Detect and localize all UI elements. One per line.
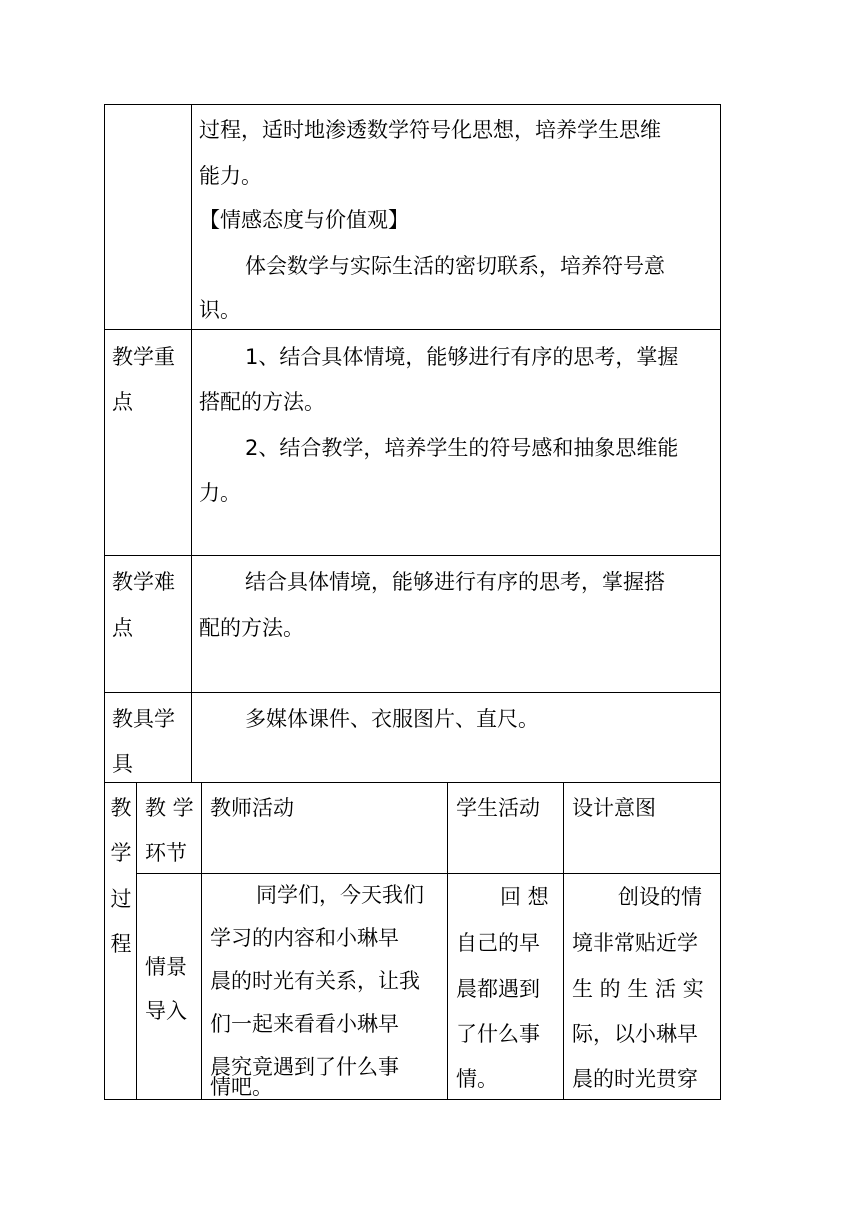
teacher-column-divider: [447, 782, 448, 1100]
table-border-right: [720, 104, 721, 1100]
row-divider-difficulties: [104, 555, 721, 556]
process-label-char-3: 过: [110, 887, 132, 911]
key-point-1-line-2: 搭配的方法。: [199, 390, 325, 414]
goals-heading-attitude: 【情感态度与价值观】: [199, 208, 409, 232]
stage-name-line-2: 导入: [145, 999, 187, 1023]
process-label-char-2: 学: [110, 841, 132, 865]
process-label-char-4: 程: [110, 932, 132, 956]
design-intent-line-2: 境非常贴近学: [572, 931, 698, 955]
row-divider-key-points: [104, 329, 721, 330]
key-point-1-line-1: 1、结合具体情境，能够进行有序的思考，掌握: [245, 345, 679, 369]
teacher-activity-line-4: 们一起来看看小琳早: [210, 1012, 399, 1036]
header-stage-line-1: 教 学: [145, 796, 194, 820]
teacher-activity-line-2: 学习的内容和小琳早: [210, 926, 399, 950]
student-column-divider: [563, 782, 564, 1100]
difficulties-line-2: 配的方法。: [199, 616, 304, 640]
header-student-activity: 学生活动: [456, 796, 540, 820]
teacher-activity-line-3: 晨的时光有关系，让我: [210, 969, 420, 993]
key-points-label-line-1: 教学重: [112, 345, 175, 369]
header-stage-line-2: 环节: [145, 841, 187, 865]
process-label-divider: [136, 782, 137, 1100]
row-divider-tools: [104, 692, 721, 693]
tools-label-line-1: 教具学: [112, 707, 175, 731]
student-activity-line-1: 回 想: [500, 885, 549, 909]
tools-line-1: 多媒体课件、衣服图片、直尺。: [245, 707, 539, 731]
process-label-char-1: 教: [110, 796, 132, 820]
goals-line-3: 体会数学与实际生活的密切联系，培养符号意: [245, 254, 665, 278]
student-activity-line-3: 晨都遇到: [456, 977, 540, 1001]
label-column-divider: [191, 104, 192, 783]
key-point-2-line-2: 力。: [199, 481, 241, 505]
difficulties-label-line-1: 教学难: [112, 570, 175, 594]
design-intent-line-3: 生 的 生 活 实: [572, 977, 704, 1001]
teacher-activity-line-6: 情吧。: [210, 1075, 273, 1099]
key-points-label-line-2: 点: [112, 390, 133, 414]
tools-label-line-2: 具: [112, 752, 133, 776]
teacher-activity-line-1: 同学们，今天我们: [256, 883, 424, 907]
difficulties-line-1: 结合具体情境，能够进行有序的思考，掌握搭: [245, 570, 665, 594]
header-design-intent: 设计意图: [572, 796, 656, 820]
table-border-bottom: [104, 1099, 721, 1100]
stage-name-line-1: 情景: [145, 955, 187, 979]
student-activity-line-2: 自己的早: [456, 931, 540, 955]
table-border-top: [104, 104, 721, 105]
goals-line-1: 过程，适时地渗透数学符号化思想，培养学生思维: [199, 118, 661, 142]
header-teacher-activity: 教师活动: [210, 796, 294, 820]
design-intent-line-1: 创设的情: [618, 885, 702, 909]
row-divider-process: [104, 782, 721, 783]
table-border-left: [104, 104, 105, 1100]
design-intent-line-4: 际，以小琳早: [572, 1022, 698, 1046]
student-activity-line-4: 了什么事: [456, 1022, 540, 1046]
stage-column-divider: [201, 782, 202, 1100]
key-point-2-line-1: 2、结合教学，培养学生的符号感和抽象思维能: [245, 436, 679, 460]
teacher-activity-line-5: 晨究竟遇到了什么事: [210, 1055, 399, 1079]
design-intent-line-5: 晨的时光贯穿: [572, 1067, 698, 1091]
goals-line-4: 识。: [199, 298, 241, 322]
student-activity-line-5: 情。: [456, 1067, 498, 1091]
row-divider-process-header: [136, 873, 721, 874]
goals-line-2: 能力。: [199, 164, 262, 188]
difficulties-label-line-2: 点: [112, 616, 133, 640]
